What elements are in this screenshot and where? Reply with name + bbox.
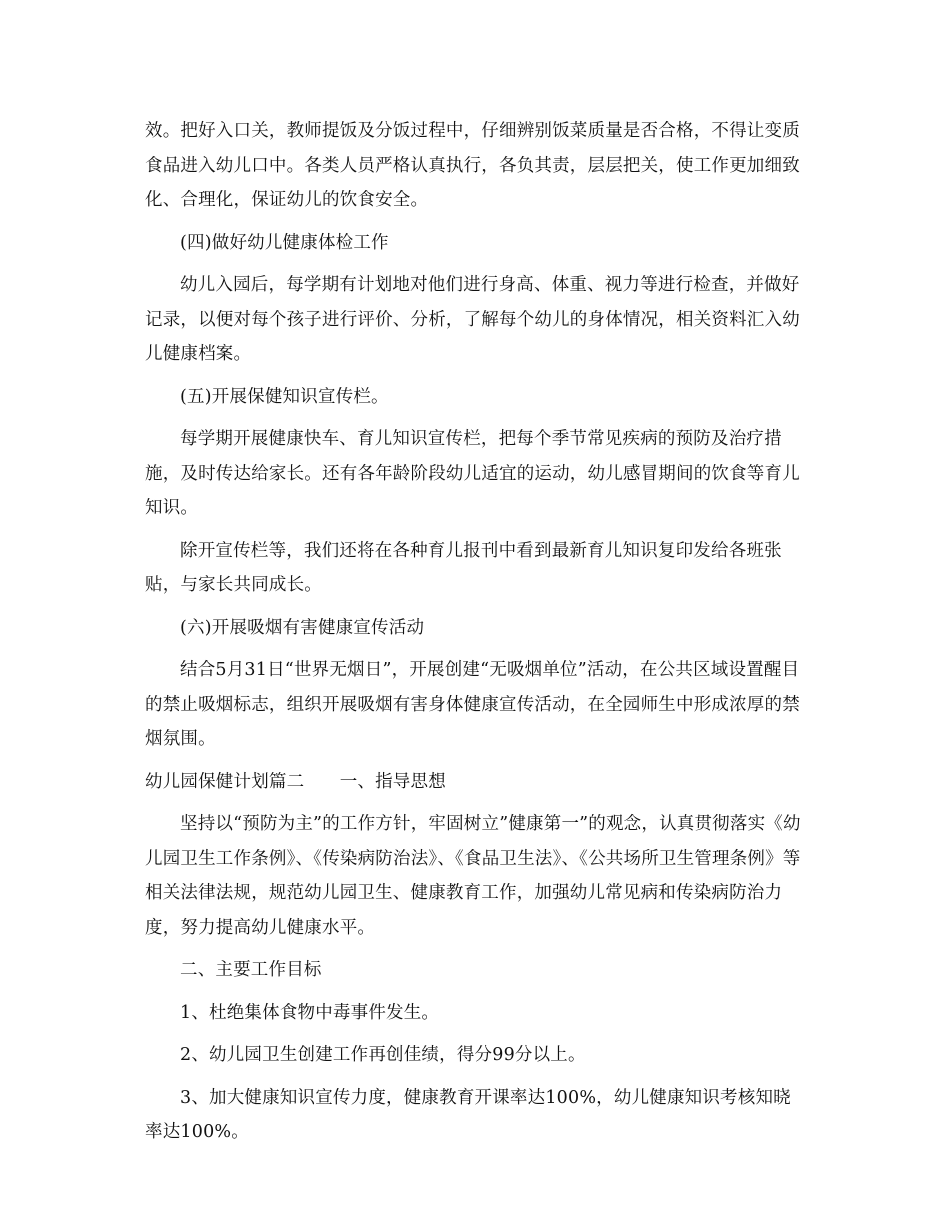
- paragraph-anti-smoking: 结合5月31日“世界无烟日”，开展创建“无吸烟单位”活动，在公共区域设置醒目的禁止吸烟标志，组织开展吸烟有害身体健康宣传活动，在全园师生中形成浓厚的禁烟氛围。: [145, 660, 800, 749]
- paragraph-health-board: 每学期开展健康快车、育儿知识宣传栏，把每个季节常见疾病的预防及治疗措施，及时传达给家长。还有各年龄阶段幼儿适宜的运动，幼儿感冒期间的饮食等育儿知识。: [145, 429, 800, 518]
- paragraph-spacer: [145, 988, 805, 996]
- paragraph-guiding-ideology: 坚持以“预防为主”的工作方针，牢固树立”健康第一”的观念，认真贯彻落实《幼儿园卫生工作条例》、《传染病防治法》、《食品卫生法》、《公共场所卫生管理条例》等相关法律法规，规范幼儿园卫生、健康教育工作，加强幼儿常见病和传染病防治力度，努力提高幼儿健康水平。: [145, 814, 801, 938]
- paragraph-spacer: [145, 218, 805, 226]
- paragraph-spacer: [145, 414, 805, 422]
- document-body: [145, 114, 805, 1150]
- paragraph-spacer: [145, 757, 805, 765]
- paragraph-spacer: [145, 526, 805, 534]
- paragraph-spacer: [145, 645, 805, 653]
- paragraph-spacer: [145, 260, 805, 268]
- goal-item-3: 3、加大健康知识宣传力度，健康教育开课率达100%，幼儿健康知识考核知晓率达100%。: [145, 1087, 791, 1142]
- paragraph-food-safety-continued: 效。把好入口关，教师提饭及分饭过程中，仔细辨别饭菜质量是否合格，不得让变质食品进入幼儿口中。各类人员严格认真执行，各负其责，层层把关，使工作更加细致化、合理化，保证幼儿的饮食安全。: [145, 121, 800, 210]
- goal-item-1: 1、杜绝集体食物中毒事件发生。: [180, 1002, 440, 1023]
- section-heading-health-board: (五)开展保健知识宣传栏。: [180, 386, 389, 407]
- paragraph-spacer: [145, 603, 805, 611]
- section-heading-health-checkup: (四)做好幼儿健康体检工作: [180, 232, 389, 253]
- paragraph-health-checkup: 幼儿入园后，每学期有计划地对他们进行身高、体重、视力等进行检查，并做好记录，以便对每个孩子进行评价、分析，了解每个幼儿的身体情况，相关资料汇入幼儿健康档案。: [145, 275, 800, 364]
- paragraph-spacer: [145, 945, 805, 953]
- section-heading-anti-smoking: (六)开展吸烟有害健康宣传活动: [180, 617, 425, 638]
- paragraph-spacer: [145, 1073, 805, 1081]
- section-heading-main-goals: 二、主要工作目标: [180, 960, 322, 980]
- paragraph-spacer: [145, 372, 805, 380]
- part-two-heading: 幼儿园保健计划篇二 一、指导思想: [145, 771, 446, 792]
- goal-item-2: 2、幼儿园卫生创建工作再创佳绩，得分99分以上。: [180, 1045, 586, 1065]
- paragraph-spacer: [145, 1030, 805, 1038]
- paragraph-board-extra: 除开宣传栏等，我们还将在各种育儿报刊中看到最新育儿知识复印发给各班张贴，与家长共同成长。: [145, 540, 782, 595]
- paragraph-spacer: [145, 799, 805, 807]
